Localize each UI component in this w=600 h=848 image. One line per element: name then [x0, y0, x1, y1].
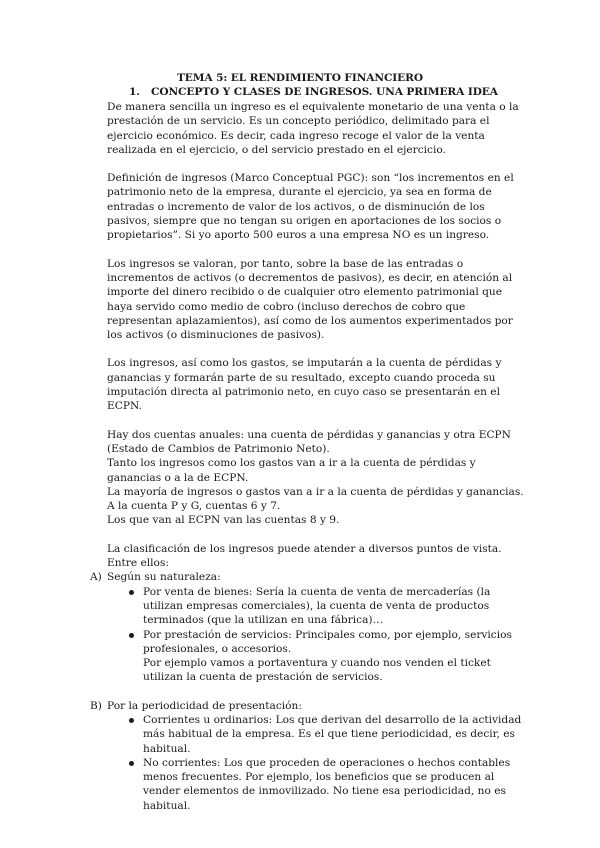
paragraph-mayoria: La mayoría de ingresos o gastos van a ir a la cuenta de pérdidas y ganancias. [107, 485, 524, 498]
paragraph-valoracion: Los ingresos se valoran, por tanto, sobre la base de las entradas o incrementos de activos (o decrementos de pasivos), es decir, en atención al importe del dinero recibido o de cualquier otro elemento patrimonial que haya servido como medio de cobro (incluso derechos de cobro que representan aplazamientos), así como de los aumentos experimentados por los activos (o disminuciones de pasivos). [107, 257, 513, 342]
section-b [90, 699, 527, 713]
bullet-icon [129, 633, 134, 638]
paragraph-clasificacion: La clasificación de los ingresos puede atender a diversos puntos de vista. Entre ellos: [107, 542, 502, 570]
paragraph-cuentas-anuales: Hay dos cuentas anuales: una cuenta de pérdidas y ganancias y otra ECPN (Estado de Cambios de Patrimonio Neto). [107, 428, 511, 455]
paragraph-tanto-ingresos: Tanto los ingresos como los gastos van a ir a la cuenta de pérdidas y ganancias o a la de ECPN. [107, 457, 476, 484]
paragraph-definition: De manera sencilla un ingreso es el equivalente monetario de una venta o la prestación de un servicio. Es un concepto periódico, delimitado para el ejercicio económico. Es decir, cada ingreso recoge el valor de la venta realizada en el ejercicio, o del servicio prestado en el ejercicio. [107, 101, 519, 156]
section-a-marker: A) [90, 571, 102, 584]
section-a-example: Por ejemplo vamos a portaventura y cuando nos venden el ticket utilizan la cuenta de prestación de servicios. [143, 657, 491, 684]
bullet-icon [129, 761, 134, 766]
list-item: Por venta de bienes: Sería la cuenta de venta de mercaderías (la utilizan empresas comerciales), la cuenta de venta de productos terminados (que la utilizan en una fábrica)… [107, 585, 527, 628]
list-item: No corrientes: Los que proceden de operaciones o hechos contables menos frecuentes. Por ejemplo, los beneficios que se producen al vender elementos de inmovilizado. No tiene esa periodicidad, no es habitual. [107, 756, 527, 813]
page-title: TEMA 5: EL RENDIMIENTO FINANCIERO [177, 72, 423, 84]
section-a [90, 570, 527, 584]
bullet-icon [129, 718, 134, 723]
section-b-heading: Por la periodicidad de presentación: [107, 699, 302, 712]
list-item: Corrientes u ordinarios: Los que derivan del desarrollo de la actividad más habitual de la empresa. Es el que tiene periodicidad, es decir, es habitual. [107, 713, 527, 756]
section-b-list [107, 713, 527, 813]
document-body [90, 100, 527, 813]
paragraph-imputacion: Los ingresos, así como los gastos, se imputarán a la cuenta de pérdidas y ganancias y formarán parte de su resultado, excepto cuando proceda su imputación directa al patrimonio neto, en cuyo caso se presentarán en el ECPN. [107, 357, 502, 413]
section-heading [129, 85, 498, 99]
section-b-marker: B) [90, 699, 102, 712]
bullet-icon [129, 590, 134, 595]
paragraph-cuenta-ecpn: Los que van al ECPN van las cuentas 8 y 9. [107, 514, 340, 527]
section-number: 1. [129, 86, 140, 98]
paragraph-cuenta-pyg: A la cuenta P y G, cuentas 6 y 7. [107, 500, 281, 513]
list-item: Por prestación de servicios: Principales como, por ejemplo, servicios profesionales, o accesorios. [107, 628, 527, 657]
section-a-list [107, 585, 527, 656]
section-a-heading: Según su naturaleza: [107, 571, 221, 584]
paragraph-marco-conceptual: Definición de ingresos (Marco Conceptual PGC): son “los incrementos en el patrimonio neto de la empresa, durante el ejercicio, ya sea en forma de entradas o incremento de valor de los activos, o de disminución de los pasivos, siempre que no tengan su origen en aportaciones de los socios o propietarios”. Si yo aporto 500 euros a una empresa NO es un ingreso. [107, 172, 514, 242]
section-title: CONCEPTO Y CLASES DE INGRESOS. UNA PRIMERA IDEA [151, 86, 498, 98]
